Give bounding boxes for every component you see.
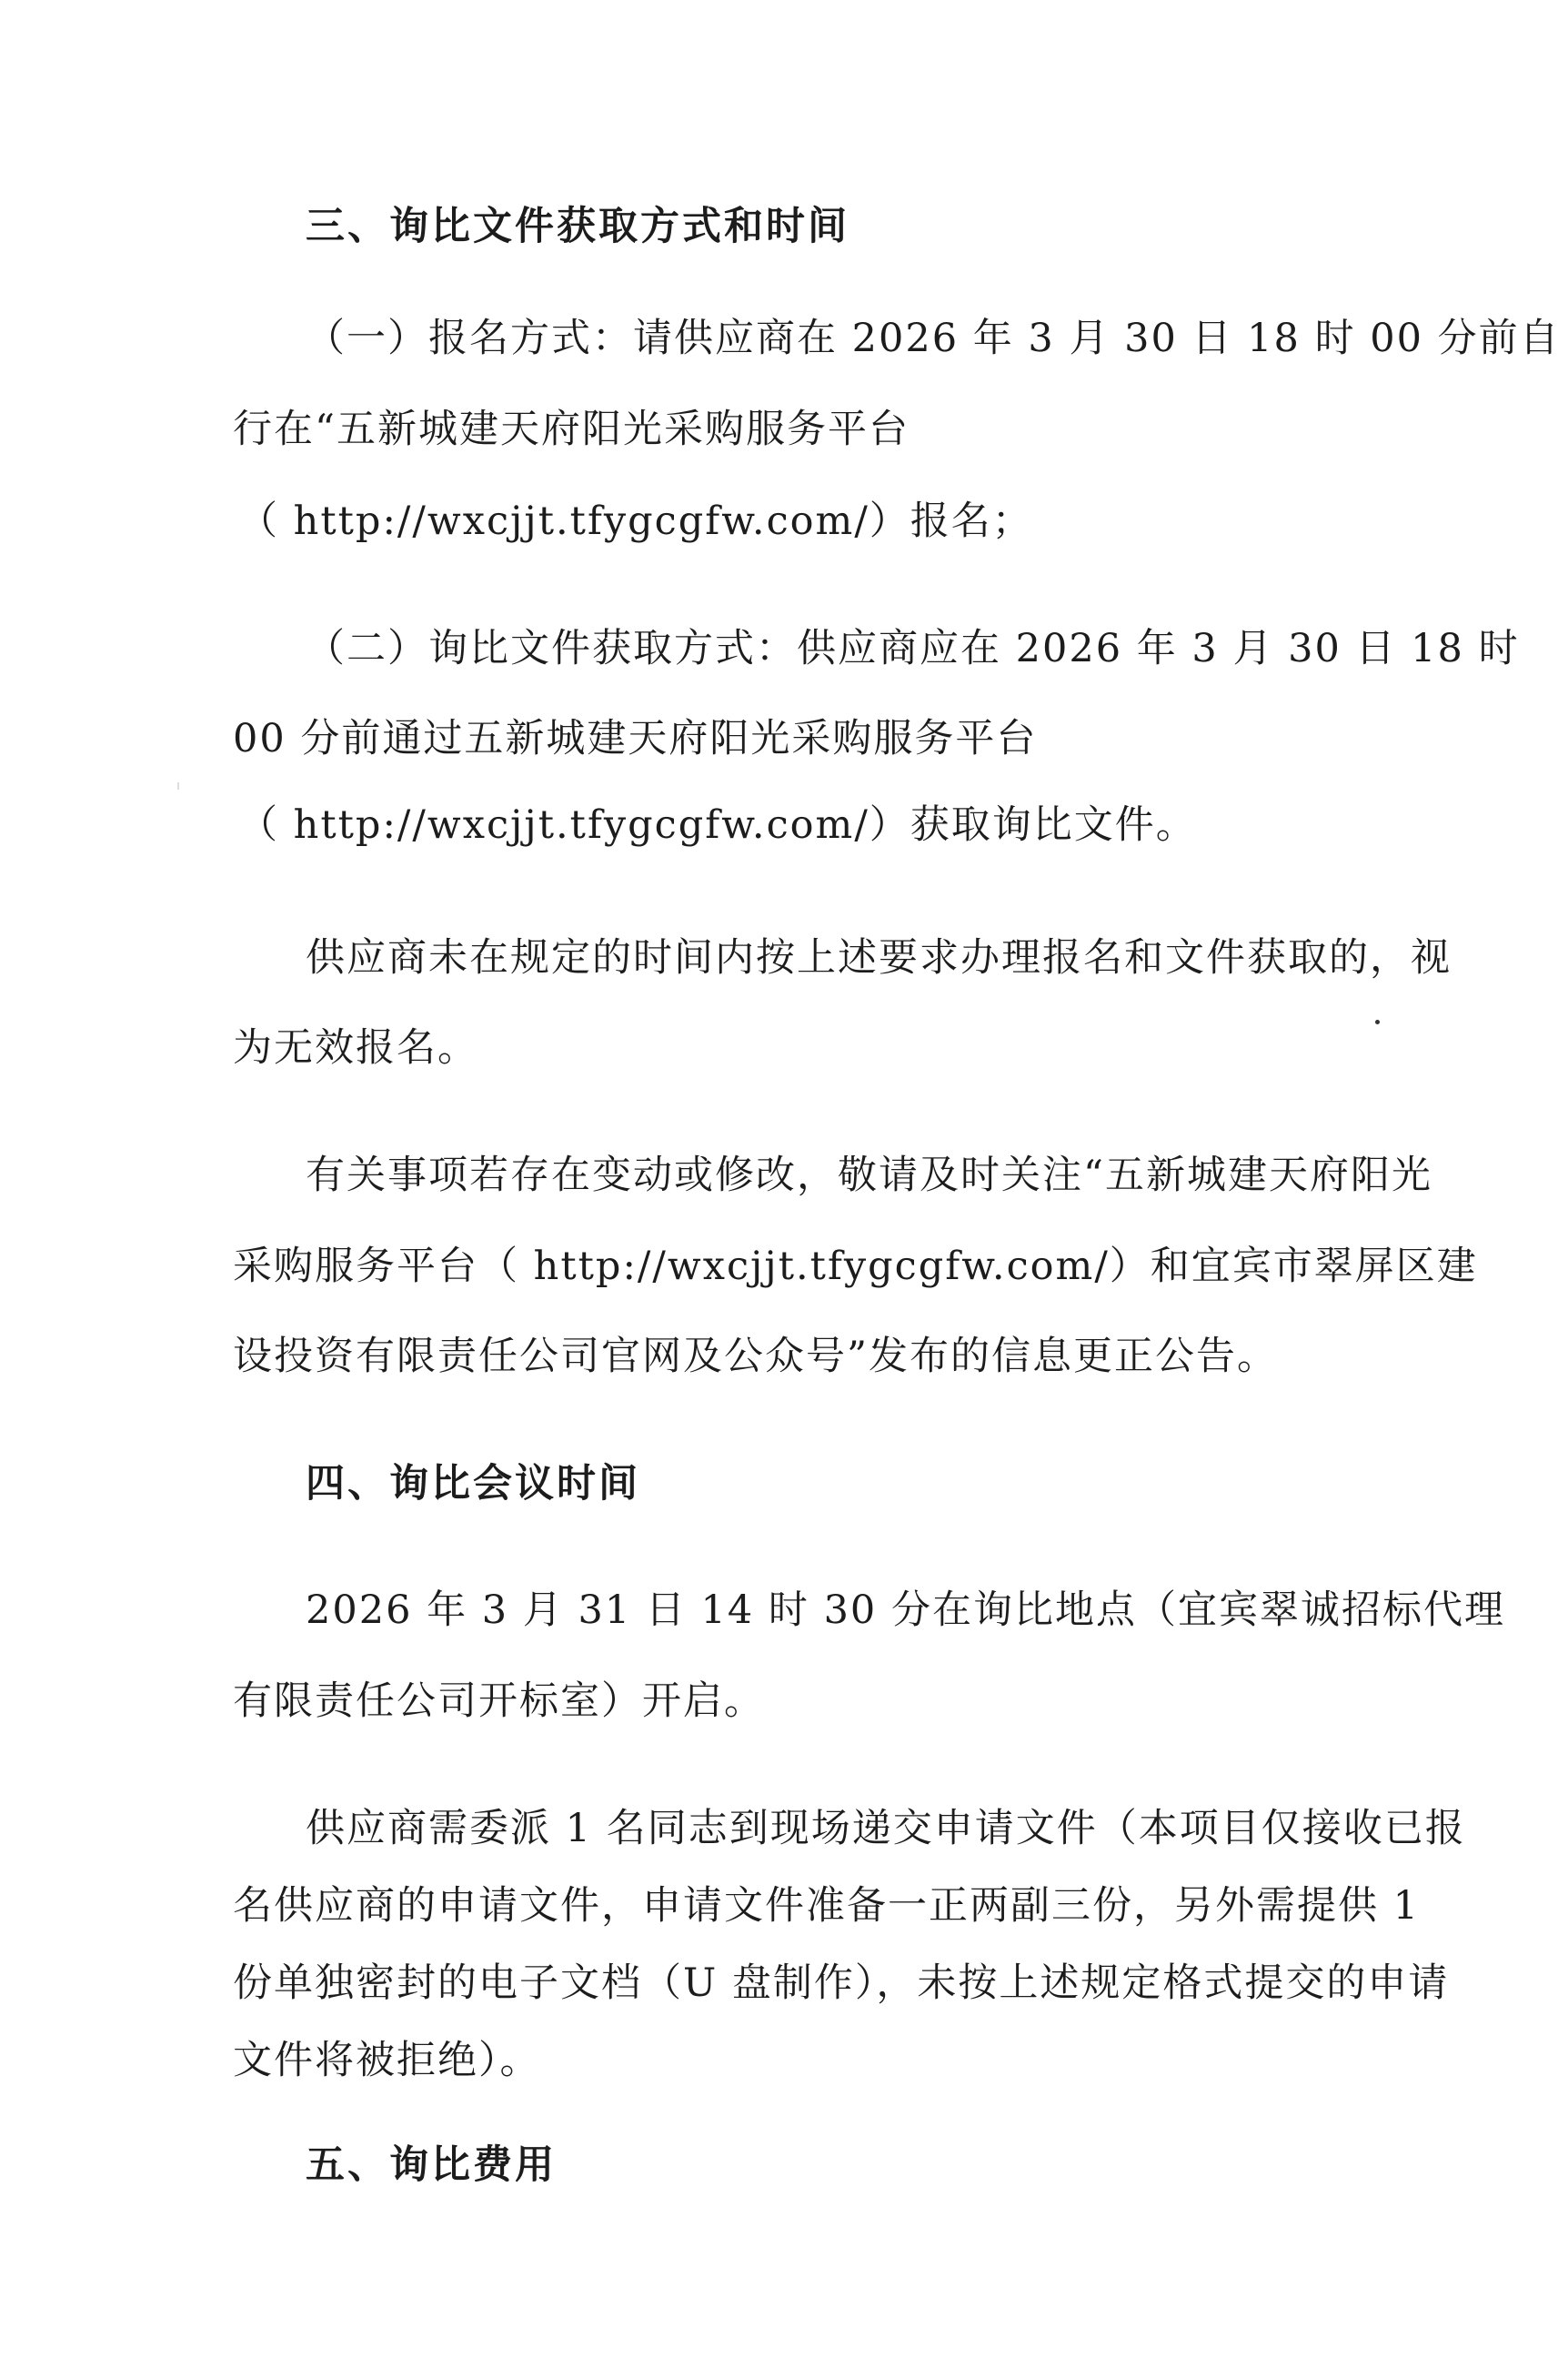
change-notice-line-3: 设投资有限责任公司官网及公众号”发布的信息更正公告。 (233, 1334, 1278, 1379)
submission-requirement-line-1: 供应商需委派 1 名同志到现场递交申请文件（本项目仅接收已报 (306, 1806, 1466, 1851)
registration-method-line-2: 行在“五新城建天府阳光采购服务平台 (233, 407, 910, 452)
document-acquisition-line-2: 00 分前通过五新城建天府阳光采购服务平台 (233, 716, 1038, 761)
meeting-time-line-2: 有限责任公司开标室）开启。 (233, 1678, 765, 1724)
document-acquisition-line-1: （二）询比文件获取方式：供应商应在 2026 年 3 月 30 日 18 时 (306, 626, 1520, 671)
document-acquisition-line-3: （ http://wxcjjt.tfygcgfw.com/）获取询比文件。 (238, 802, 1197, 848)
section-4-heading: 四、询比会议时间 (306, 1461, 640, 1506)
meeting-time-line-1: 2026 年 3 月 31 日 14 时 30 分在询比地点（宜宾翠诚招标代理 (306, 1587, 1505, 1633)
scan-mark (177, 782, 179, 790)
registration-method-line-1: （一）报名方式：请供应商在 2026 年 3 月 30 日 18 时 00 分前自 (306, 316, 1561, 361)
invalid-registration-note-line-2: 为无效报名。 (233, 1025, 478, 1071)
section-5-heading: 五、询比费用 (306, 2142, 557, 2188)
submission-requirement-line-4: 文件将被拒绝）。 (233, 2038, 541, 2083)
submission-requirement-line-2: 名供应商的申请文件，申请文件准备一正两副三份，另外需提供 1 (233, 1883, 1421, 1929)
section-3-heading: 三、询比文件获取方式和时间 (306, 204, 849, 249)
scan-speck (1375, 1020, 1380, 1024)
change-notice-line-2: 采购服务平台（ http://wxcjjt.tfygcgfw.com/）和宜宾市翠屏区建 (233, 1244, 1478, 1289)
change-notice-line-1: 有关事项若存在变动或修改，敬请及时关注“五新城建天府阳光 (306, 1153, 1432, 1198)
registration-method-line-3: （ http://wxcjjt.tfygcgfw.com/）报名； (238, 499, 1033, 544)
submission-requirement-line-3: 份单独密封的电子文档（U 盘制作），未按上述规定格式提交的申请 (233, 1960, 1450, 2006)
invalid-registration-note-line-1: 供应商未在规定的时间内按上述要求办理报名和文件获取的，视 (306, 935, 1452, 981)
